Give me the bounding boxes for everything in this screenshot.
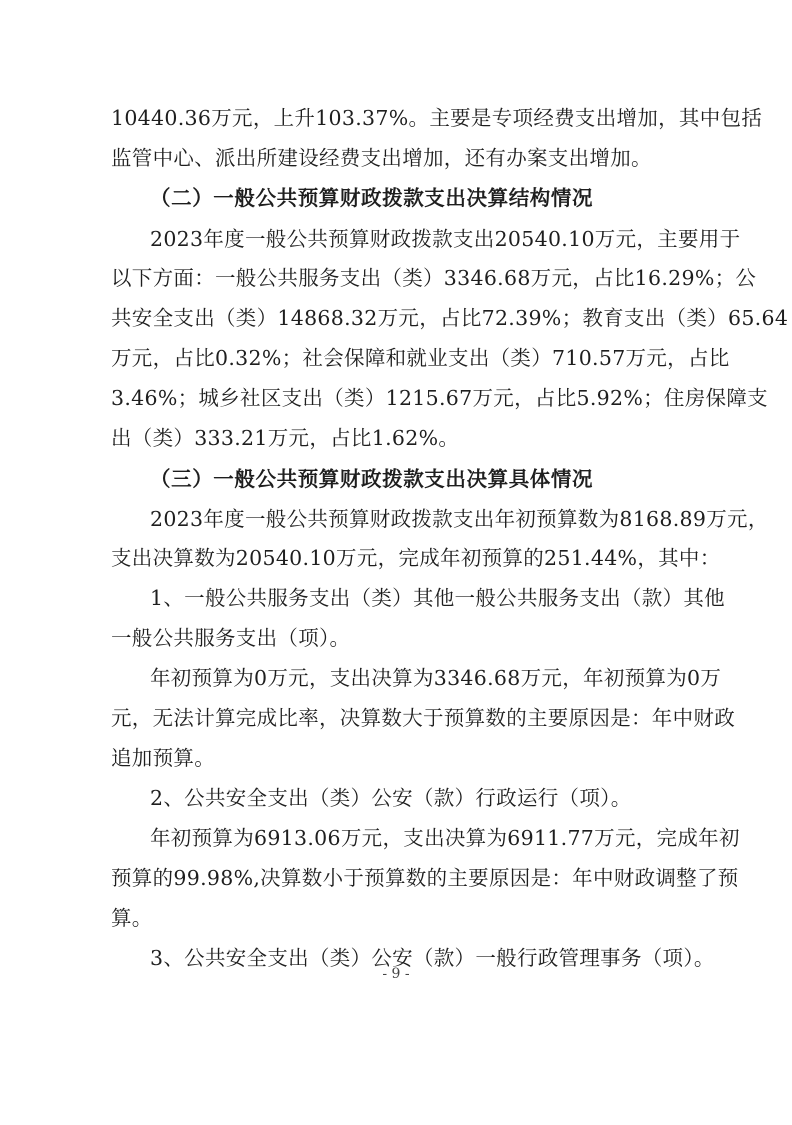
paragraph-line: 以下方面：一般公共服务支出（类）3346.68万元，占比16.29%；公: [111, 266, 757, 290]
paragraph-line: 年初预算为6913.06万元，支出决算为6911.77万元，完成年初: [150, 826, 740, 850]
paragraph-line: 支出决算数为20540.10万元，完成年初预算的251.44%，其中：: [111, 546, 721, 570]
paragraph-line: 1、一般公共服务支出（类）其他一般公共服务支出（款）其他: [150, 586, 725, 610]
paragraph-line: 2023年度一般公共预算财政拨款支出20540.10万元，主要用于: [150, 227, 741, 251]
paragraph-line: 年初预算为0万元，支出决算为3346.68万元，年初预算为0万: [150, 666, 722, 690]
paragraph-line: 10440.36万元，上升103.37%。主要是专项经费支出增加，其中包括: [111, 106, 763, 130]
paragraph-line: 出（类）333.21万元，占比1.62%。: [111, 426, 460, 450]
paragraph-line: 追加预算。: [111, 746, 215, 770]
section-heading: （三）一般公共预算财政拨款支出决算具体情况: [150, 467, 594, 491]
paragraph-line: 一般公共服务支出（项）。: [111, 626, 351, 650]
section-heading: （二）一般公共预算财政拨款支出决算结构情况: [150, 186, 594, 210]
paragraph-line: 预算的99.98%,决算数小于预算数的主要原因是：年中财政调整了预: [111, 866, 739, 890]
paragraph-line: 算。: [111, 906, 153, 930]
paragraph-line: 3、公共安全支出（类）公安（款）一般行政管理事务（项）。: [150, 946, 715, 970]
paragraph-line: 元，无法计算完成比率，决算数大于预算数的主要原因是：年中财政: [111, 706, 735, 730]
paragraph-line: 监管中心、派出所建设经费支出增加，还有办案支出增加。: [111, 146, 652, 170]
paragraph-line: 万元，占比0.32%；社会保障和就业支出（类）710.57万元，占比: [111, 346, 730, 370]
paragraph-line: 2023年度一般公共预算财政拨款支出年初预算数为8168.89万元，: [150, 507, 769, 531]
paragraph-line: 共安全支出（类）14868.32万元，占比72.39%；教育支出（类）65.64: [111, 306, 789, 330]
paragraph-line: 2、公共安全支出（类）公安（款）行政运行（项）。: [150, 786, 632, 810]
page-number: - 9 -: [382, 966, 410, 982]
paragraph-line: 3.46%；城乡社区支出（类）1215.67万元，占比5.92%；住房保障支: [111, 386, 768, 410]
